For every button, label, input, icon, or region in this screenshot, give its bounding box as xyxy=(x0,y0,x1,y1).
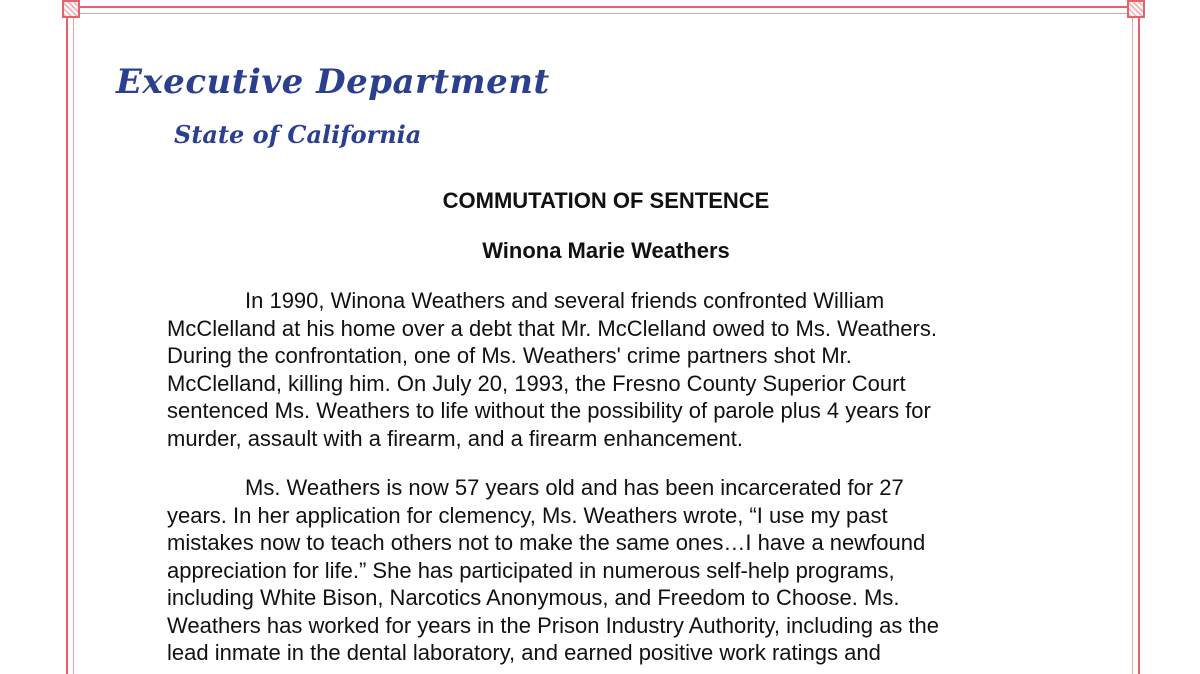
paragraph-line: years. In her application for clemency, Ms. Weathers wrote, “I use my past xyxy=(167,502,888,528)
corner-ornament-left xyxy=(62,0,80,18)
subject-name: Winona Marie Weathers xyxy=(482,238,730,263)
paragraph-line: Ms. Weathers is now 57 years old and has been incarcerated for 27 xyxy=(245,475,904,500)
document-title: COMMUTATION OF SENTENCE xyxy=(442,188,770,213)
paragraph-line: During the confrontation, one of Ms. Weathers' crime partners shot Mr. xyxy=(167,343,852,368)
paragraph-2 xyxy=(167,474,1067,667)
letterhead-subtitle: State of California xyxy=(174,120,422,149)
letterhead-title: Executive Department xyxy=(116,62,550,102)
paragraph-line: including White Bison, Narcotics Anonymous, and Freedom to Choose. Ms. xyxy=(167,585,900,610)
paragraph-line: Weathers has worked for years in the Prison Industry Authority, including as the xyxy=(167,612,940,638)
paragraph-line: mistakes now to teach others not to make the same ones…I have a newfound xyxy=(167,530,926,555)
corner-ornament-right xyxy=(1127,0,1145,18)
paragraph-line: sentenced Ms. Weathers to life without the possibility of parole plus 4 years for xyxy=(167,398,931,423)
paragraph-line: murder, assault with a firearm, and a firearm enhancement. xyxy=(167,425,743,451)
paragraph-1 xyxy=(167,287,1067,452)
paragraph-line: McClelland at his home over a debt that Mr. McClelland owed to Ms. Weathers. xyxy=(167,315,937,341)
paragraph-line: appreciation for life.” She has participated in numerous self-help programs, xyxy=(167,557,895,583)
paragraph-line: lead inmate in the dental laboratory, and earned positive work ratings and xyxy=(167,640,881,665)
paragraph-line: McClelland, killing him. On July 20, 1993, the Fresno County Superior Court xyxy=(167,370,906,396)
paragraph-line: In 1990, Winona Weathers and several friends confronted William xyxy=(245,288,885,313)
